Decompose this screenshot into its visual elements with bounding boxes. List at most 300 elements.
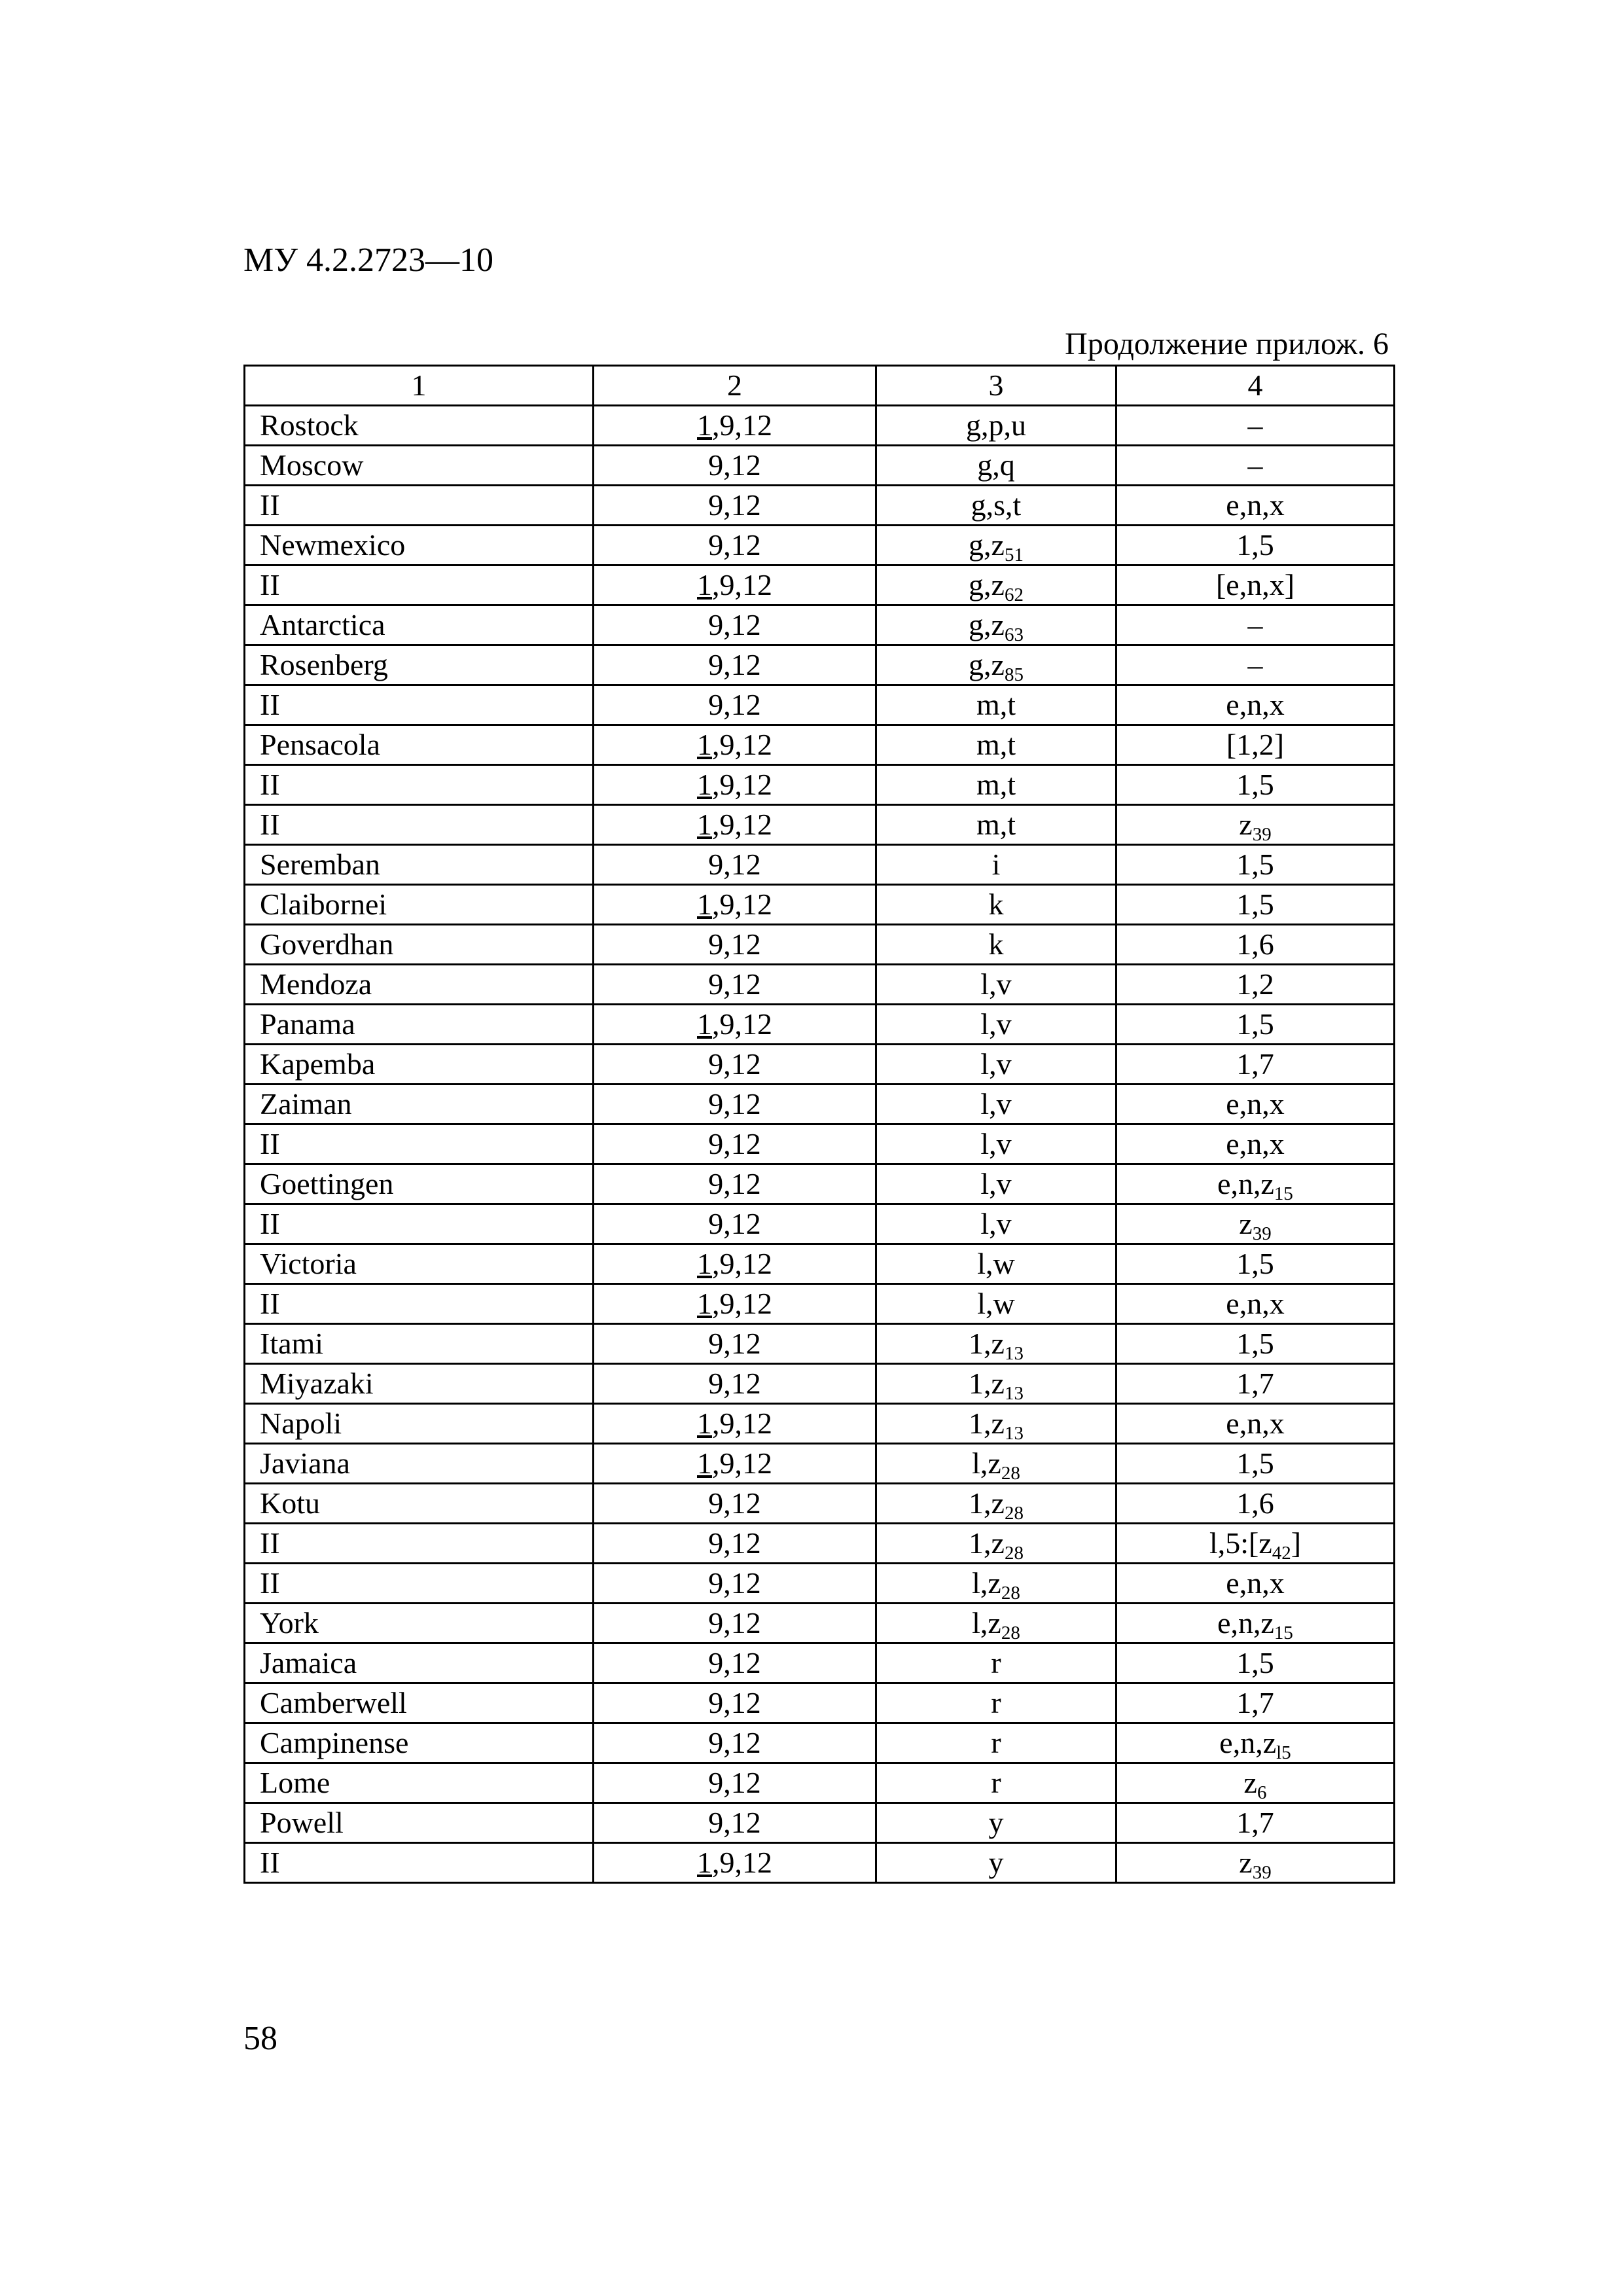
h-phase1-cell [876,965,1116,1005]
h-phase1-subscript: 13 [1004,1423,1024,1444]
o-antigen-cell [594,805,876,845]
table-row [245,765,1395,805]
h-phase2-cell [1116,1045,1395,1085]
h-phase1-text: r [991,1726,1001,1759]
h-phase2-text: e,n,x [1226,1087,1285,1121]
h-phase2-text: – [1247,448,1263,482]
h-phase2-text: 1,5 [1236,1007,1274,1041]
underlined-factor: 1 [697,1407,712,1440]
table-row [245,1045,1395,1085]
h-phase1-text: y [988,1846,1004,1879]
serotype-name-cell: Panama [245,1005,594,1045]
h-phase1-subscript: 85 [1004,664,1024,685]
serotype-name-cell: Zaiman [245,1085,594,1124]
h-phase2-text: e,n,z [1217,1606,1274,1640]
h-phase1-cell [876,1723,1116,1763]
serotype-table [243,365,1395,1884]
o-antigen-cell [594,765,876,805]
serotype-name-cell: II [245,805,594,845]
document-code: МУ 4.2.2723—10 [243,242,494,279]
h-phase2-cell [1116,1444,1395,1484]
o-antigen-text: 9,12 [708,608,761,641]
underlined-factor: 1 [697,568,712,601]
underlined-factor: 1 [697,768,712,801]
serotype-name-cell: Lome [245,1763,594,1803]
h-phase2-cell [1116,1364,1395,1404]
serotype-name-cell: II [245,565,594,605]
h-phase2-cell [1116,1803,1395,1843]
underlined-factor: 1 [697,1007,712,1041]
o-antigen-text: ,9,12 [712,1287,772,1320]
serotype-name-cell: Kapemba [245,1045,594,1085]
h-phase2-subscript: 39 [1252,1223,1272,1244]
o-antigen-cell [594,1803,876,1843]
o-antigen-text: 9,12 [708,1327,761,1360]
serotype-name-cell: Claibornei [245,885,594,925]
table-row [245,1723,1395,1763]
table-row [245,1484,1395,1524]
h-phase1-text: m,t [976,808,1016,841]
o-antigen-cell [594,645,876,685]
serotype-name-cell: Jamaica [245,1643,594,1683]
h-phase1-cell [876,1604,1116,1643]
table-caption: Продолжение прилож. 6 [1065,327,1389,361]
serotype-name-cell: Seremban [245,845,594,885]
table-row [245,725,1395,765]
serotype-name-cell: Rosenberg [245,645,594,685]
table-row [245,526,1395,565]
h-phase2-text: 1,7 [1236,1367,1274,1400]
serotype-name-cell: Goverdhan [245,925,594,965]
h-phase2-cell [1116,526,1395,565]
h-phase2-subscript: 39 [1252,824,1272,845]
h-phase1-cell [876,1683,1116,1723]
o-antigen-cell [594,1444,876,1484]
h-phase1-cell [876,685,1116,725]
table-row [245,1763,1395,1803]
o-antigen-text: ,9,12 [712,1007,772,1041]
o-antigen-cell [594,1643,876,1683]
table-row [245,1364,1395,1404]
o-antigen-cell [594,1085,876,1124]
h-phase2-text: e,n,x [1226,1407,1285,1440]
h-phase2-cell [1116,885,1395,925]
o-antigen-cell [594,885,876,925]
h-phase2-text: 1,5 [1236,768,1274,801]
table-row [245,406,1395,446]
table-row [245,1204,1395,1244]
h-phase2-text: 1,7 [1236,1047,1274,1081]
o-antigen-cell [594,1683,876,1723]
h-phase1-cell [876,1364,1116,1404]
h-phase1-cell [876,1324,1116,1364]
h-phase1-text: 1,z [969,1407,1005,1440]
o-antigen-text: 9,12 [708,1167,761,1200]
o-antigen-cell [594,1244,876,1284]
h-phase1-text: l,z [972,1606,1001,1640]
table-row [245,645,1395,685]
underlined-factor: 1 [697,808,712,841]
h-phase1-text: l,v [980,1127,1012,1160]
o-antigen-text: 9,12 [708,927,761,961]
table-body [245,406,1395,1883]
h-phase1-cell [876,765,1116,805]
o-antigen-text: ,9,12 [712,1446,772,1480]
serotype-name-cell: II [245,765,594,805]
o-antigen-text: ,9,12 [712,888,772,921]
o-antigen-cell [594,446,876,486]
h-phase2-cell [1116,925,1395,965]
table-row [245,446,1395,486]
h-phase1-cell [876,446,1116,486]
h-phase1-text: g,s,t [971,488,1022,522]
table-row [245,605,1395,645]
h-phase1-subscript: 28 [1001,1463,1020,1484]
o-antigen-cell [594,1763,876,1803]
h-phase1-cell [876,1524,1116,1564]
serotype-name-cell: Moscow [245,446,594,486]
o-antigen-cell [594,1564,876,1604]
o-antigen-cell [594,1404,876,1444]
h-phase1-text: r [991,1686,1001,1719]
h-phase2-cell [1116,685,1395,725]
h-phase1-cell [876,1484,1116,1524]
h-phase1-subscript: 28 [1004,1503,1024,1524]
h-phase1-cell [876,1005,1116,1045]
h-phase1-text: 1,z [969,1327,1005,1360]
h-phase2-cell [1116,1164,1395,1204]
serotype-name-cell: II [245,1843,594,1883]
o-antigen-cell [594,1124,876,1164]
h-phase1-text: l,v [980,1087,1012,1121]
h-phase1-text: g,p,u [966,408,1026,442]
h-phase2-text: e,n,x [1226,1127,1285,1160]
h-phase2-cell [1116,565,1395,605]
h-phase1-cell [876,486,1116,526]
h-phase2-cell [1116,645,1395,685]
h-phase1-text: r [991,1766,1001,1799]
h-phase1-text: k [988,927,1004,961]
h-phase2-cell [1116,1763,1395,1803]
underlined-factor: 1 [697,888,712,921]
o-antigen-text: 9,12 [708,1526,761,1560]
h-phase2-text: 1,5 [1236,1446,1274,1480]
table-row [245,845,1395,885]
o-antigen-text: ,9,12 [712,768,772,801]
o-antigen-cell [594,725,876,765]
h-phase1-text: l,w [977,1287,1015,1320]
h-phase2-text: l,5:[z [1209,1526,1272,1560]
o-antigen-cell [594,1284,876,1324]
table-row [245,1683,1395,1723]
h-phase2-text: – [1247,608,1263,641]
h-phase1-cell [876,1404,1116,1444]
o-antigen-text: 9,12 [708,1207,761,1240]
o-antigen-cell [594,565,876,605]
serotype-name-cell: II [245,685,594,725]
h-phase2-cell [1116,1564,1395,1604]
h-phase2-text: e,n,x [1226,488,1285,522]
h-phase2-cell [1116,1643,1395,1683]
h-phase1-cell [876,565,1116,605]
h-phase2-cell [1116,1244,1395,1284]
o-antigen-text: ,9,12 [712,1407,772,1440]
o-antigen-cell [594,1204,876,1244]
o-antigen-text: 9,12 [708,848,761,881]
h-phase2-text: 1,5 [1236,888,1274,921]
h-phase2-cell [1116,1124,1395,1164]
h-phase1-cell [876,1763,1116,1803]
h-phase1-text: l,v [980,1167,1012,1200]
h-phase1-text: l,v [980,967,1012,1001]
o-antigen-text: 9,12 [708,1127,761,1160]
h-phase1-cell [876,1244,1116,1284]
h-phase1-cell [876,1284,1116,1324]
underlined-factor: 1 [697,1446,712,1480]
h-phase2-cell [1116,1524,1395,1564]
o-antigen-text: 9,12 [708,528,761,562]
table-row [245,1244,1395,1284]
o-antigen-cell [594,486,876,526]
h-phase2-cell [1116,1324,1395,1364]
h-phase1-cell [876,1444,1116,1484]
h-phase2-cell [1116,406,1395,446]
h-phase2-text: z [1239,1207,1253,1240]
h-phase2-cell [1116,605,1395,645]
serotype-name-cell: Camberwell [245,1683,594,1723]
h-phase2-text: 1,5 [1236,848,1274,881]
h-phase2-cell [1116,1683,1395,1723]
h-phase1-cell [876,526,1116,565]
o-antigen-cell [594,1045,876,1085]
o-antigen-text: ,9,12 [712,408,772,442]
h-phase2-cell [1116,765,1395,805]
table-row [245,486,1395,526]
serotype-name-cell: Napoli [245,1404,594,1444]
o-antigen-text: 9,12 [708,1566,761,1600]
serotype-name-cell: Javiana [245,1444,594,1484]
h-phase2-text: 1,5 [1236,1646,1274,1679]
h-phase1-cell [876,1164,1116,1204]
h-phase2-cell [1116,1404,1395,1444]
o-antigen-text: 9,12 [708,1646,761,1679]
underlined-factor: 1 [697,728,712,761]
h-phase2-text: e,n,z [1219,1726,1277,1759]
o-antigen-text: 9,12 [708,1047,761,1081]
h-phase1-text: l,z [972,1566,1001,1600]
h-phase2-text: [1,2] [1226,728,1285,761]
o-antigen-text: 9,12 [708,1486,761,1520]
h-phase2-text: – [1247,408,1263,442]
h-phase1-cell [876,1045,1116,1085]
underlined-factor: 1 [697,408,712,442]
h-phase1-subscript: 28 [1004,1543,1024,1564]
h-phase1-cell [876,925,1116,965]
h-phase2-cell [1116,446,1395,486]
h-phase2-cell [1116,1204,1395,1244]
h-phase1-text: g,z [969,528,1005,562]
table-row [245,1085,1395,1124]
h-phase2-subscript: 15 [1274,1183,1293,1204]
h-phase1-text: l,v [980,1007,1012,1041]
h-phase2-text: [e,n,x] [1215,568,1295,601]
underlined-factor: 1 [697,1247,712,1280]
h-phase1-cell [876,1124,1116,1164]
h-phase1-cell [876,1204,1116,1244]
h-phase1-cell [876,1085,1116,1124]
h-phase1-text: l,v [980,1207,1012,1240]
serotype-name-cell: York [245,1604,594,1643]
serotype-name-cell: II [245,1204,594,1244]
o-antigen-cell [594,845,876,885]
table-row [245,1284,1395,1324]
serotype-name-cell: Miyazaki [245,1364,594,1404]
serotype-name-cell: Itami [245,1324,594,1364]
h-phase1-text: 1,z [969,1526,1005,1560]
table-row [245,1324,1395,1364]
table-row [245,1444,1395,1484]
table-row [245,885,1395,925]
h-phase1-cell [876,406,1116,446]
h-phase2-subscript: l5 [1276,1742,1291,1763]
o-antigen-cell [594,1324,876,1364]
serotype-name-cell: Powell [245,1803,594,1843]
serotype-name-cell: Victoria [245,1244,594,1284]
o-antigen-cell [594,1524,876,1564]
table-row [245,1564,1395,1604]
h-phase2-cell [1116,1085,1395,1124]
underlined-factor: 1 [697,1287,712,1320]
h-phase1-subscript: 28 [1001,1623,1020,1643]
o-antigen-text: 9,12 [708,688,761,721]
h-phase1-subscript: 63 [1004,624,1024,645]
h-phase1-subscript: 51 [1004,545,1024,565]
h-phase2-text: 1,6 [1236,927,1274,961]
underlined-factor: 1 [697,1846,712,1879]
o-antigen-text: ,9,12 [712,1247,772,1280]
serotype-name-cell: Campinense [245,1723,594,1763]
o-antigen-cell [594,685,876,725]
h-phase2-text: z [1239,1846,1253,1879]
h-phase1-cell [876,845,1116,885]
h-phase2-text: z [1243,1766,1257,1799]
o-antigen-text: 9,12 [708,488,761,522]
page-number: 58 [243,2020,277,2057]
serotype-name-cell: Goettingen [245,1164,594,1204]
o-antigen-text: ,9,12 [712,568,772,601]
h-phase1-text: 1,z [969,1486,1005,1520]
table-row [245,805,1395,845]
h-phase2-subscript: 42 [1272,1543,1291,1564]
h-phase1-text: l,z [972,1446,1001,1480]
h-phase2-text: e,n,x [1226,1566,1285,1600]
h-phase1-text: i [991,848,1001,881]
h-phase1-subscript: 28 [1001,1583,1020,1604]
table-row [245,1803,1395,1843]
h-phase2-cell [1116,1484,1395,1524]
h-phase1-cell [876,1803,1116,1843]
column-header: 3 [876,366,1116,406]
o-antigen-text: 9,12 [708,1686,761,1719]
h-phase2-cell [1116,1284,1395,1324]
h-phase2-text: 1,7 [1236,1686,1274,1719]
h-phase2-cell [1116,845,1395,885]
h-phase1-cell [876,1643,1116,1683]
serotype-name-cell: Antarctica [245,605,594,645]
h-phase2-cell [1116,1723,1395,1763]
o-antigen-cell [594,925,876,965]
serotype-name-cell: Mendoza [245,965,594,1005]
h-phase2-cell [1116,805,1395,845]
h-phase1-subscript: 62 [1004,584,1024,605]
serotype-name-cell: Rostock [245,406,594,446]
h-phase2-text: 1,7 [1236,1806,1274,1839]
o-antigen-text: 9,12 [708,448,761,482]
table-row [245,685,1395,725]
h-phase1-cell [876,725,1116,765]
o-antigen-text: 9,12 [708,967,761,1001]
table-row [245,1164,1395,1204]
o-antigen-cell [594,1005,876,1045]
h-phase1-text: l,v [980,1047,1012,1081]
column-header: 2 [594,366,876,406]
h-phase2-text: 1,6 [1236,1486,1274,1520]
serotype-name-cell: II [245,486,594,526]
serotype-name-cell: Newmexico [245,526,594,565]
o-antigen-cell [594,406,876,446]
o-antigen-text: ,9,12 [712,728,772,761]
o-antigen-text: 9,12 [708,1806,761,1839]
h-phase2-text: 1,5 [1236,1247,1274,1280]
h-phase2-cell [1116,1843,1395,1883]
h-phase1-text: g,z [969,648,1005,681]
o-antigen-text: 9,12 [708,1367,761,1400]
h-phase2-text: – [1247,648,1263,681]
o-antigen-cell [594,1604,876,1643]
serotype-name-cell: II [245,1564,594,1604]
o-antigen-cell [594,605,876,645]
table-header-row [245,366,1395,406]
o-antigen-text: 9,12 [708,648,761,681]
h-phase1-text: k [988,888,1004,921]
o-antigen-cell [594,1364,876,1404]
column-header: 1 [245,366,594,406]
o-antigen-cell [594,1723,876,1763]
table-row [245,565,1395,605]
o-antigen-cell [594,1484,876,1524]
h-phase1-text: g,z [969,568,1005,601]
h-phase1-text: m,t [976,728,1016,761]
h-phase1-cell [876,805,1116,845]
serotype-name-cell: II [245,1284,594,1324]
table-row [245,925,1395,965]
h-phase1-text: 1,z [969,1367,1005,1400]
h-phase2-text: z [1239,808,1253,841]
h-phase2-cell [1116,486,1395,526]
o-antigen-text: ,9,12 [712,1846,772,1879]
h-phase1-cell [876,885,1116,925]
h-phase1-text: l,w [977,1247,1015,1280]
o-antigen-text: ,9,12 [712,808,772,841]
serotype-name-cell: II [245,1124,594,1164]
h-phase2-text: 1,5 [1236,528,1274,562]
h-phase1-cell [876,645,1116,685]
table-row [245,1604,1395,1643]
h-phase2-suffix: ] [1291,1526,1302,1560]
h-phase1-text: m,t [976,688,1016,721]
h-phase1-text: g,q [977,448,1015,482]
o-antigen-cell [594,965,876,1005]
